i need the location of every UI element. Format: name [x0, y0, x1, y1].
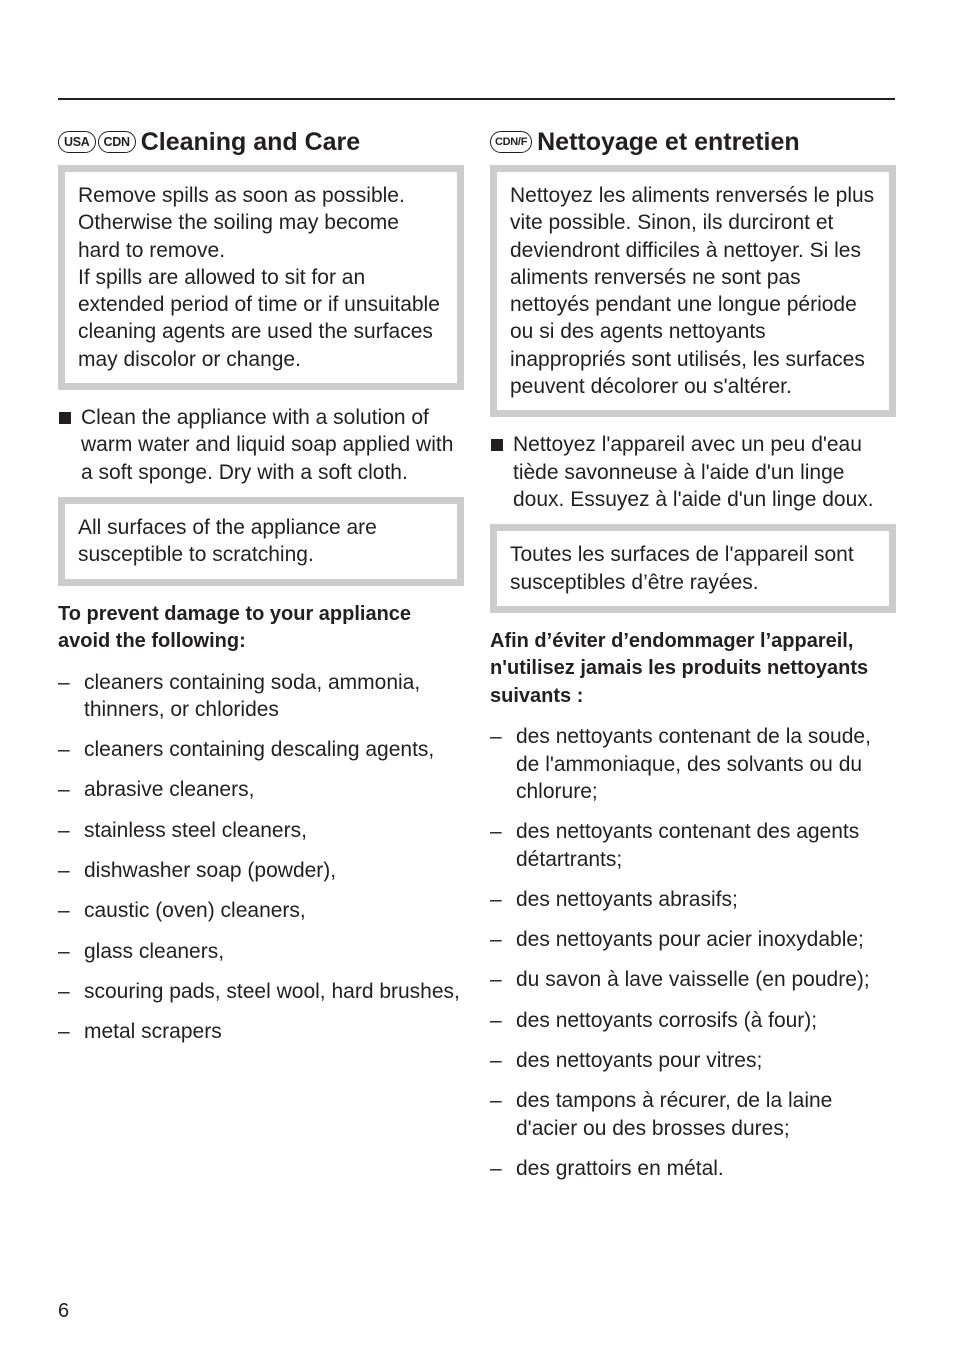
list-item: [58, 669, 464, 724]
list-item: [58, 857, 464, 884]
list-item: [58, 817, 464, 844]
dash-marker: –: [58, 939, 70, 963]
list-item-text: glass cleaners,: [84, 939, 225, 963]
dash-marker: –: [490, 1156, 502, 1180]
scratch-note-box: [58, 497, 464, 586]
avoid-list: [58, 669, 464, 1046]
scratch-note-text: All surfaces of the appliance are susceptible to scratching.: [78, 515, 377, 567]
section-title-text: Nettoyage et entretien: [537, 127, 800, 156]
cleaning-instruction-text: Clean the appliance with a solution of warm water and liquid soap applied with a soft sponge. Dry with a soft cloth.: [81, 406, 454, 484]
usa-badge: USA: [58, 131, 96, 153]
list-item-text: des grattoirs en métal.: [516, 1156, 724, 1180]
list-item-text: du savon à lave vaisselle (en poudre);: [516, 968, 870, 992]
dash-marker: –: [490, 820, 502, 844]
section-title-french: [490, 124, 896, 160]
list-item: [490, 886, 896, 913]
scratch-note-box: [490, 524, 896, 613]
avoid-list: [490, 723, 896, 1182]
list-item: [490, 1007, 896, 1034]
list-item-text: abrasive cleaners,: [84, 778, 255, 802]
list-item-text: scouring pads, steel wool, hard brushes,: [84, 979, 460, 1003]
cleaning-instruction: [490, 431, 896, 513]
list-item: [58, 736, 464, 763]
dash-marker: –: [490, 968, 502, 992]
list-item-text: des tampons à récurer, de la laine d'acier ou des brosses dures;: [516, 1089, 833, 1140]
warning-box: [58, 165, 464, 390]
list-item-text: des nettoyants contenant de la soude, de l'ammoniaque, des solvants ou du chlorure;: [516, 725, 871, 803]
dash-marker: –: [490, 928, 502, 952]
warning-text: Nettoyez les aliments renversés le plus vite possible. Sinon, ils durciront et deviendront difficiles à nettoyer. Si les aliments renversés ne sont pas nettoyés pendant une longue période ou si des agents nettoyants inappropriés sont utilisés, les surfaces peuvent décolorer ou s'altérer.: [510, 184, 875, 399]
top-rule: [58, 98, 895, 100]
list-item-text: cleaners containing descaling agents,: [84, 738, 435, 762]
list-item: [58, 978, 464, 1005]
list-item-text: metal scrapers: [84, 1020, 222, 1044]
dash-marker: –: [58, 778, 70, 802]
list-item: [490, 1087, 896, 1142]
square-bullet-icon: [491, 439, 503, 451]
list-item-text: cleaners containing soda, ammonia, thinners, or chlorides: [84, 670, 421, 721]
avoid-heading: To prevent damage to your appliance avoid the following:: [58, 602, 412, 653]
section-title-text: Cleaning and Care: [140, 127, 361, 156]
dash-marker: –: [490, 725, 502, 749]
list-item-text: stainless steel cleaners,: [84, 818, 307, 842]
english-column: [58, 124, 464, 1046]
cdn-badge: CDN: [98, 131, 136, 153]
list-item: [58, 1018, 464, 1045]
list-item: [58, 938, 464, 965]
dash-marker: –: [58, 979, 70, 1003]
dash-marker: –: [490, 887, 502, 911]
cleaning-instruction-text: Nettoyez l'appareil avec un peu d'eau tiède savonneuse à l'aide d'un linge doux. Essuyez à l'aide d'un linge doux.: [513, 433, 874, 511]
list-item-text: caustic (oven) cleaners,: [84, 899, 306, 923]
list-item: [490, 818, 896, 873]
list-item: [490, 723, 896, 805]
list-item-text: des nettoyants contenant des agents détartrants;: [516, 820, 860, 871]
list-item-text: des nettoyants abrasifs;: [516, 887, 738, 911]
list-item-text: des nettoyants pour vitres;: [516, 1049, 763, 1073]
list-item: [490, 926, 896, 953]
list-item: [490, 966, 896, 993]
list-item: [490, 1047, 896, 1074]
avoid-heading: Afin d’éviter d’endommager l’appareil, n'utilisez jamais les produits nettoyants suivants :: [490, 629, 869, 707]
list-item: [58, 776, 464, 803]
scratch-note-text: Toutes les surfaces de l'appareil sont susceptibles d’être rayées.: [510, 543, 854, 594]
dash-marker: –: [490, 1049, 502, 1073]
dash-marker: –: [58, 899, 70, 923]
dash-marker: –: [58, 859, 70, 883]
list-item: [490, 1155, 896, 1182]
dash-marker: –: [490, 1089, 502, 1113]
warning-box: [490, 165, 896, 417]
cleaning-instruction: [58, 404, 464, 486]
square-bullet-icon: [59, 412, 71, 424]
dash-marker: –: [58, 1020, 70, 1044]
list-item-text: dishwasher soap (powder),: [84, 859, 337, 883]
cdn-f-badge: CDN/F: [490, 131, 532, 153]
list-item-text: des nettoyants corrosifs (à four);: [516, 1008, 818, 1032]
french-column: [490, 124, 896, 1182]
dash-marker: –: [490, 1008, 502, 1032]
warning-text: If spills are allowed to sit for an extended period of time or if unsuitable cleaning agents are used the surfaces may discolor or change.: [78, 265, 440, 371]
list-item-text: des nettoyants pour acier inoxydable;: [516, 928, 864, 952]
list-item: [58, 897, 464, 924]
dash-marker: –: [58, 818, 70, 842]
warning-text: Remove spills as soon as possible. Otherwise the soiling may become hard to remove.: [78, 184, 405, 262]
section-title-english: [58, 124, 464, 160]
dash-marker: –: [58, 670, 70, 694]
page-number: 6: [58, 1300, 70, 1322]
dash-marker: –: [58, 738, 70, 762]
